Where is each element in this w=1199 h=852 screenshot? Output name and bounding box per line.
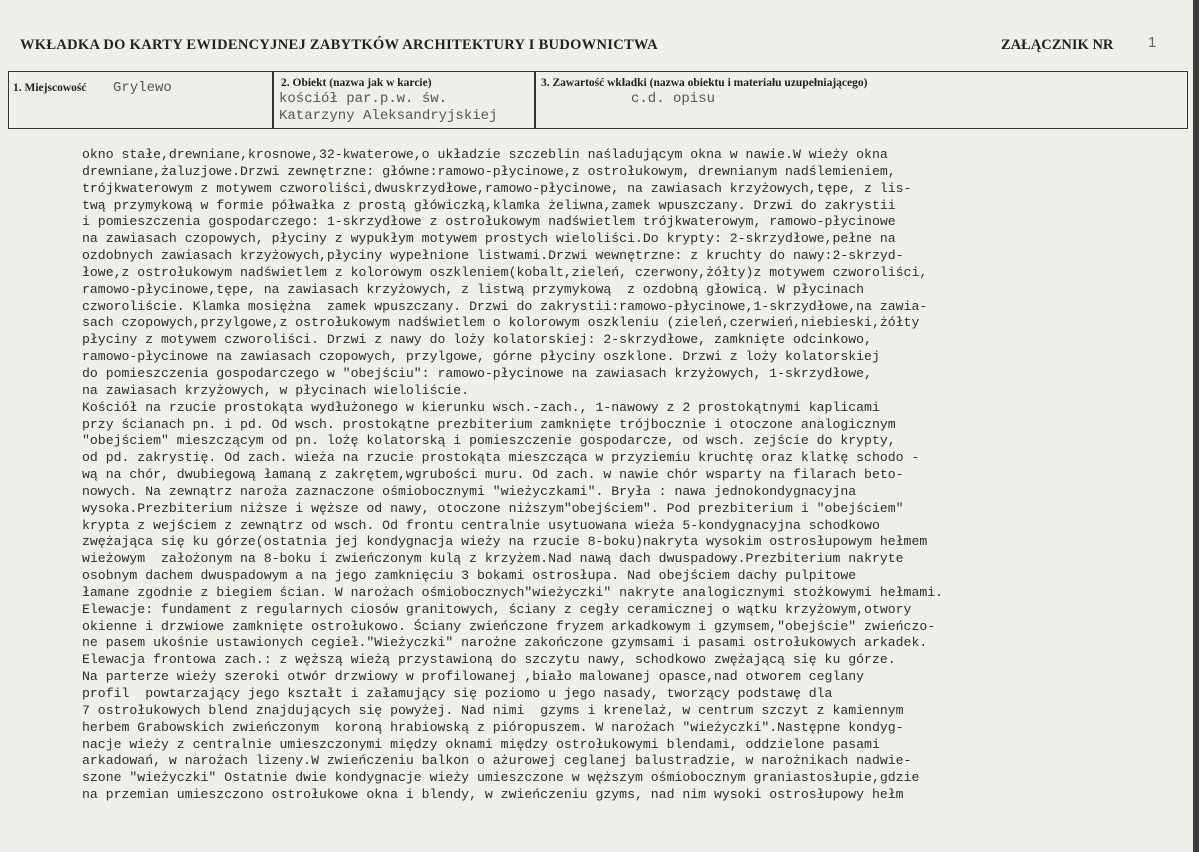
text-line: Kościół na rzucie prostokąta wydłużonego w kierunku wsch.-zach., 1-nawowy z 2 prostokątnymi kaplicami	[82, 399, 880, 415]
text-line: "obejściem" mieszczącym od pn. lożę kolatorską i pomieszczenie gospodarcze, od wsch. zejście do krypty,	[82, 433, 896, 449]
text-line: na zawiasach krzyżowych, w płycinach wieloliście.	[82, 382, 470, 398]
text-line: i pomieszczenia gospodarczego: 1-skrzydłowe z ostrołukowym nadświetlem trójkwaterowym, ramowo-płycinowe	[82, 214, 896, 230]
text-line: twą przymykową w formie półwałka z prostą główiczką,klamka żeliwna,zamek wpuszczany. Drzwi do zakrystii	[82, 197, 896, 213]
text-line: sach czopowych,przylgowe,z ostrołukowym nadświetlem o kolorowym oszkleniu (zieleń,czerwień,niebieski,żółty	[82, 315, 920, 331]
text-line: do pomieszczenia gospodarczego w "obejściu": ramowo-płycinowe na zawiasach krzyżowych, 1-skrzydłowe,	[82, 365, 872, 381]
object-value-line2: Katarzyny Aleksandryjskiej	[279, 108, 498, 124]
text-line: trójkwaterowym z motywem czworoliści,dwuskrzydłowe,ramowo-płycinowe, na zawiasach krzyżowych,tępe, z lis-	[82, 180, 912, 196]
text-line: płyciny z motywem czworoliści. Drzwi z nawy do loży kolatorskiej: 2-skrzydłowe, zamknięte odcinkowo,	[82, 332, 872, 348]
object-label: 2. Obiekt (nazwa jak w karcie)	[281, 77, 432, 89]
text-line: wą na chór, dwubiegową łamaną z zakrętem,wgrubości muru. Od zach. w nawie chór wsparty na filarach beto-	[82, 467, 904, 483]
annex-label: ZAŁĄCZNIK NR	[1001, 37, 1114, 53]
text-line: łowe,z ostrołukowym nadświetlem z kolorowym oszkleniem(kobalt,zieleń, czerwony,żółty)z motywem czworoliści,	[82, 264, 928, 280]
description-text	[82, 147, 1192, 804]
text-line: na przemian umieszczono ostrołukowe okna i blendy, w zwieńczeniu gzyms, nad nim wysoki ostrosłupowy hełm	[82, 787, 904, 803]
annex-number: 1	[1148, 34, 1157, 51]
text-line: wieżowym założonym na 8-boku i zwieńczonym kulą z krzyżem.Nad nawą dach dwuspadowy.Prezbiterium nakryte	[82, 551, 904, 567]
text-line: ramowo-płycinowe,tępe, na zawiasach krzyżowych, z listwą przymykową z ozdobną głowicą. W płycinach	[82, 281, 865, 297]
text-line: wysoka.Prezbiterium niższe i węższe od nawy, otoczone niższym"obejściem". Pod prezbiterium i "obejściem"	[82, 500, 904, 516]
text-line: szone "wieżyczki" Ostatnie dwie kondygnacje wieży umieszczone w węższym ośmiobocznym graniastosłupie,gdzie	[82, 770, 920, 786]
text-line: Elewacje: fundament z regularnych ciosów granitowych, ściany z cegły ceramicznej o wątku krzyżowym,otwory	[82, 601, 912, 617]
text-line: osobnym dachem dwuspadowym a na jego zamknięciu 3 bokami ostrosłupa. Nad obejściem dachy pulpitowe	[82, 568, 857, 584]
object-value-line1: kościół par.p.w. św.	[279, 91, 448, 107]
text-line: arkadowań, w narożach lizeny.W zwieńczeniu balkon o ażurowej ceglanej balustradzie, w narożnikach nadwie-	[82, 753, 912, 769]
text-line: Elewacja frontowa zach.: z węższą wieżą przystawioną do szczytu nawy, schodkowo zwężającą się ku górze.	[82, 652, 896, 668]
text-line: na zawiasach czopowych, płyciny z wypukłym motywem prostych wieloliści.Do krypty: 2-skrzydłowe,pełne na	[82, 231, 896, 247]
text-line: ne pasem ukośnie ustawionych cegieł."Wieżyczki" narożne zakończone gzymsami i pasami ostrołukowych arkadek.	[82, 635, 928, 651]
field-divider	[534, 72, 536, 128]
text-line: nacje wieży z centralnie umieszczonymi między oknami między ostrołukowymi blendami, oddzielone pasami	[82, 736, 880, 752]
text-line: od pd. zakrystię. Od zach. wieża na rzucie prostokąta mieszcząca w przyziemiu kruchtę oraz klatkę schodo -	[82, 450, 920, 466]
text-line: ramowo-płycinowe na zawiasach czopowych, przylgowe, górne płyciny oszklone. Drzwi z loży kolatorskiej	[82, 349, 880, 365]
text-line: profil powtarzający jego kształt i załamujący się poziomo u jego nasady, tworzący podstawę dla	[82, 686, 833, 701]
text-line: czworoliście. Klamka mosiężna zamek wpuszczany. Drzwi do zakrystii:ramowo-płycinowe,1-skrzydłowe,na zawia-	[82, 298, 928, 314]
text-line: nowych. Na zewnątrz naroża zaznaczone ośmiobocznymi "wieżyczkami". Bryła : nawa jednokondygnacyjna	[82, 483, 857, 499]
text-line: herbem Grabowskich zwieńczonym koroną hrabiowską z pióropuszem. W narożach "wieżyczki".Następne kondyg-	[82, 719, 904, 735]
contents-value: c.d. opisu	[631, 91, 716, 107]
text-line: drewniane,żaluzjowe.Drzwi zewnętrzne: główne:ramowo-płycinowe,z ostrołukowym, drewnianym nadślemieniem,	[82, 163, 896, 179]
text-line: krypta z wejściem z zewnątrz od wsch. Od frontu centralnie usytuowana wieża 5-kondygnacyjna schodkowo	[82, 517, 880, 533]
text-line: okienne i drzwiowe zamknięte ostrołukowo. Ściany zwieńczone fryzem arkadkowym i gzymsem,"obejście" zwieńczo-	[82, 618, 936, 634]
text-line: zwężająca się ku górze(ostatnia jej kondygnacja wieży na rzucie 8-boku)nakryta wysokim ostrosłupowym hełmem	[82, 534, 928, 550]
text-line: 7 ostrołukowych blend znajdujących się powyżej. Nad nimi gzyms i krenelaż, w centrum szczyt z kamiennym	[82, 702, 904, 718]
field-divider	[272, 72, 274, 128]
metadata-box	[8, 71, 1188, 129]
locality-label: 1. Miejscowość	[13, 82, 87, 94]
text-line: Na parterze wieży szeroki otwór drzwiowy w profilowanej ,biało malowanej opasce,nad otworem ceglany	[82, 669, 865, 685]
contents-label: 3. Zawartość wkładki (nazwa obiektu i materiału uzupełniającego)	[541, 77, 868, 89]
text-line: przy ścianach pn. i pd. Od wsch. prostokątne prezbiterium zamknięte trójbocznie i otoczone analogicznym	[82, 416, 896, 432]
text-line: łamane zgodnie z biegiem ścian. W narożach ośmiobocznych"wieżyczki" nakryte analogicznymi stożkowymi hełmami.	[82, 584, 944, 600]
locality-value: Grylewo	[113, 80, 172, 96]
text-line: okno stałe,drewniane,krosnowe,32-kwaterowe,o układzie szczeblin naśladującym okna w nawie.W wieży okna	[82, 147, 888, 162]
text-line: ozdobnych zawiasach krzyżowych,płyciny wypełnione listwami.Drzwi wewnętrzne: z kruchty do nawy:2-skrzyd-	[82, 248, 904, 264]
page-edge	[1193, 0, 1199, 852]
document-title: WKŁADKA DO KARTY EWIDENCYJNEJ ZABYTKÓW ARCHITEKTURY I BUDOWNICTWA	[20, 37, 658, 53]
